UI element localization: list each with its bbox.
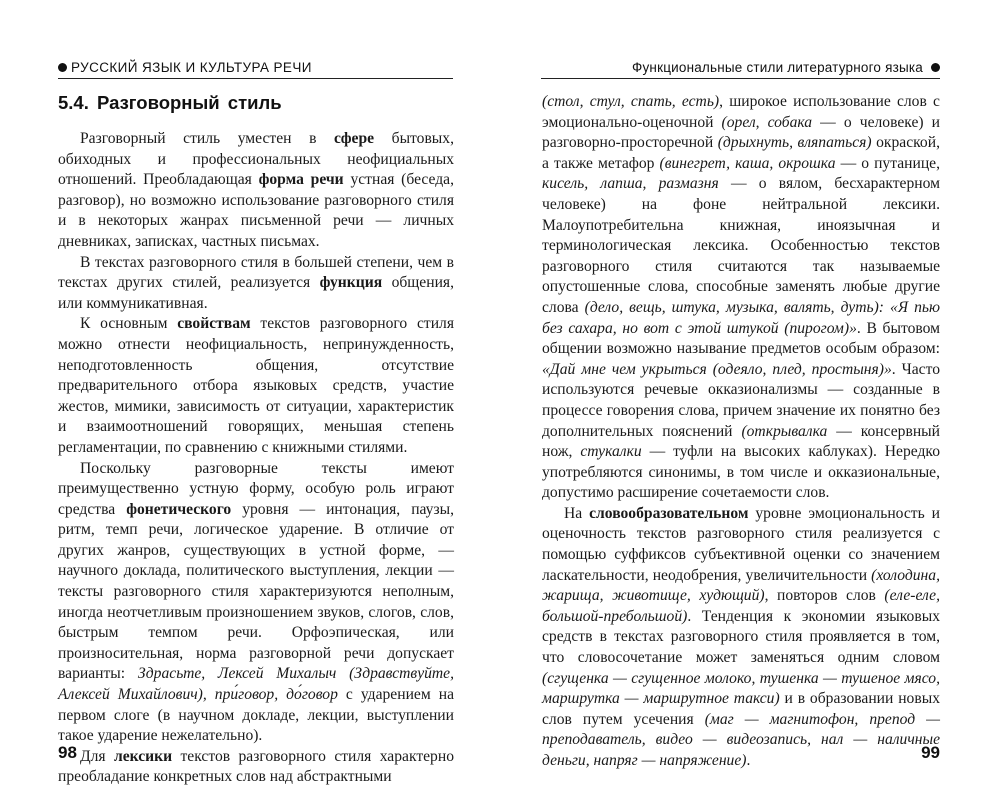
italic-example: «Дай мне чем укрыться (одеяло, плед, простыня)» [542,360,892,378]
running-head-text: Функциональные стили литературного языка [632,60,923,75]
text-run: К основным [80,315,178,333]
text-run: Поскольку разговорные тексты имеют преимущественно устную форму, особую роль играют средства [58,459,454,518]
paragraph [58,129,454,253]
text-run: Для [80,747,114,765]
bold-term: фонетического [126,500,232,518]
paragraph [58,314,454,458]
body-text-right [542,92,940,772]
text-run: — о путанице, [835,154,940,172]
italic-example: (орел, собака [721,113,813,131]
italic-example: (стол, стул, спать, есть) [542,93,720,110]
italic-example: (дело, вещь, штука, музыка, валять, дуть): «Я пью без сахара, но вот с этой штукой (пирогом)» [542,298,940,337]
text-run: , повторов слов [764,587,885,605]
text-run: устная (беседа, разговор), но возможно использование разговорного стиля и в некоторых жанрах письменной речи — личных дневниках, записках, частных письмах. [58,171,454,250]
running-head-left [58,60,453,79]
text-run: общения, или коммуникативная. [58,274,454,312]
page-number-right: 99 [921,743,940,762]
italic-example: (маг — магнитофон, препод — преподаватель, видео — видеозапись, нал — наличные деньги, напряг — напряжение) [542,710,940,769]
text-run: . Тенденция к экономии языковых средств в текстах разговорного стиля проявляется в том, что словосочетание может заменяться одним словом [542,607,940,667]
paragraph [58,747,454,788]
bold-term: функция [319,274,383,292]
italic-example: (открывалка [741,422,828,440]
bold-term: словообразовательном [589,504,749,522]
italic-example: (холодина, жарища, животище, худющий) [542,566,940,605]
text-run: — о человеке) и разговорно-просторечной [542,113,940,152]
body-text-left [58,129,454,788]
text-run: — туфли на высоких каблуках). Нередко употребляются синонимы, в том числе и окказиональные, допустимо расширение сочетаемости слов. [542,443,940,502]
running-head-text: РУССКИЙ ЯЗЫК И КУЛЬТУРА РЕЧИ [71,60,312,75]
bullet-icon [931,63,940,72]
text-run: На [564,504,590,522]
bold-term: свойствам [177,315,251,333]
section-title: 5.4. Разговорный стиль [58,92,282,113]
text-run: уровня — интонация, паузы, ритм, темп речи, логическое ударение. В отличие от других жанров, существующих в устной форме, — научного доклада, политического выступления, лекции — тексты разговорного стиля характеризуются неполным, иногда неотчетливым произношением звуков, слогов, слов, быстрым темпом речи. Орфоэпическая, или произносительная, норма разговорной речи допускает варианты: [58,500,454,683]
text-run: . Часто используются речевые окказионализмы — созданные в процессе говорения слова, причем значение их понятно без дополнительных пояснений [542,360,940,440]
paragraph [58,253,454,315]
right-page [500,0,1000,799]
text-run: Разговорный стиль уместен в [80,130,335,147]
italic-example: Здрасьте, Лексей Михалыч (Здравствуйте, Алексей Михайлович), при́говор, до́говор [58,665,454,704]
bullet-icon [58,63,67,72]
paragraph [542,92,940,504]
text-run: бытовых, обиходных и профессиональных неофициальных отношений. Преобладающая [58,130,454,189]
text-run: уровне эмоциональность и оценочность текстов разговорного стиля реализуется с помощью суффиксов субъективной оценки со значением ласкательности, неодобрения, увеличительности [542,504,940,584]
bold-term: лексики [113,747,173,765]
text-run: . [746,752,751,769]
bold-term: форма речи [258,171,344,189]
text-run: В текстах разговорного стиля в большей степени, чем в текстах других стилей, реализуется [58,253,454,292]
running-head-right [541,60,940,79]
text-run: — о вялом, бесхарактерном человеке) на фоне нейтральной лексики. Малоупотребительна книжная, иноязычная и терминологическая лексика. Особенностью текстов разговорного стиля считаются так называемые опустошенные слова, способные заменять любые другие слова [542,175,940,316]
text-run: текстов разговорного стиля можно отнести неофициальность, непринужденность, неподготовленность общения, отсутствие предварительного отбора языковых средств, участие жестов, мимики, зависимость от ситуации, характеристик и взаимоотношений говорящих, меньшая степень регламентации, по сравнению с книжными стилями. [58,315,454,456]
page-number-left: 98 [58,743,77,762]
bold-term: сфере [334,130,375,147]
italic-example: кисель, лапша, размазня [542,175,719,193]
paragraph [58,459,454,747]
italic-example: (винегрет, каша, окрошка [659,154,836,172]
italic-example: (еле-еле, большой-пребольшой) [542,587,940,625]
italic-example: стукалки [580,443,642,461]
text-run: окраской, а также метафор [542,134,940,172]
text-run: и в образовании новых слов путем усечения [542,690,940,728]
text-run: — консервный нож, [542,422,940,461]
text-run: , широкое использование слов с эмоционально-оценочной [542,93,940,131]
italic-example: (дрыхнуть, вляпаться) [717,134,872,152]
italic-example: (сгущенка — сгущенное молоко, тушенка — тушеное мясо, маршрутка — маршрутное такси) [542,669,940,708]
paragraph [542,504,940,772]
text-run: текстов разговорного стиля характерно преобладание конкретных слов над абстрактными [58,747,454,786]
text-run: . В бытовом общении возможно называние предметов особым образом: [542,319,940,358]
text-run: с ударением на первом слоге (в научном докладе, лекции, выступлении такое ударение нежелательно). [58,686,454,745]
